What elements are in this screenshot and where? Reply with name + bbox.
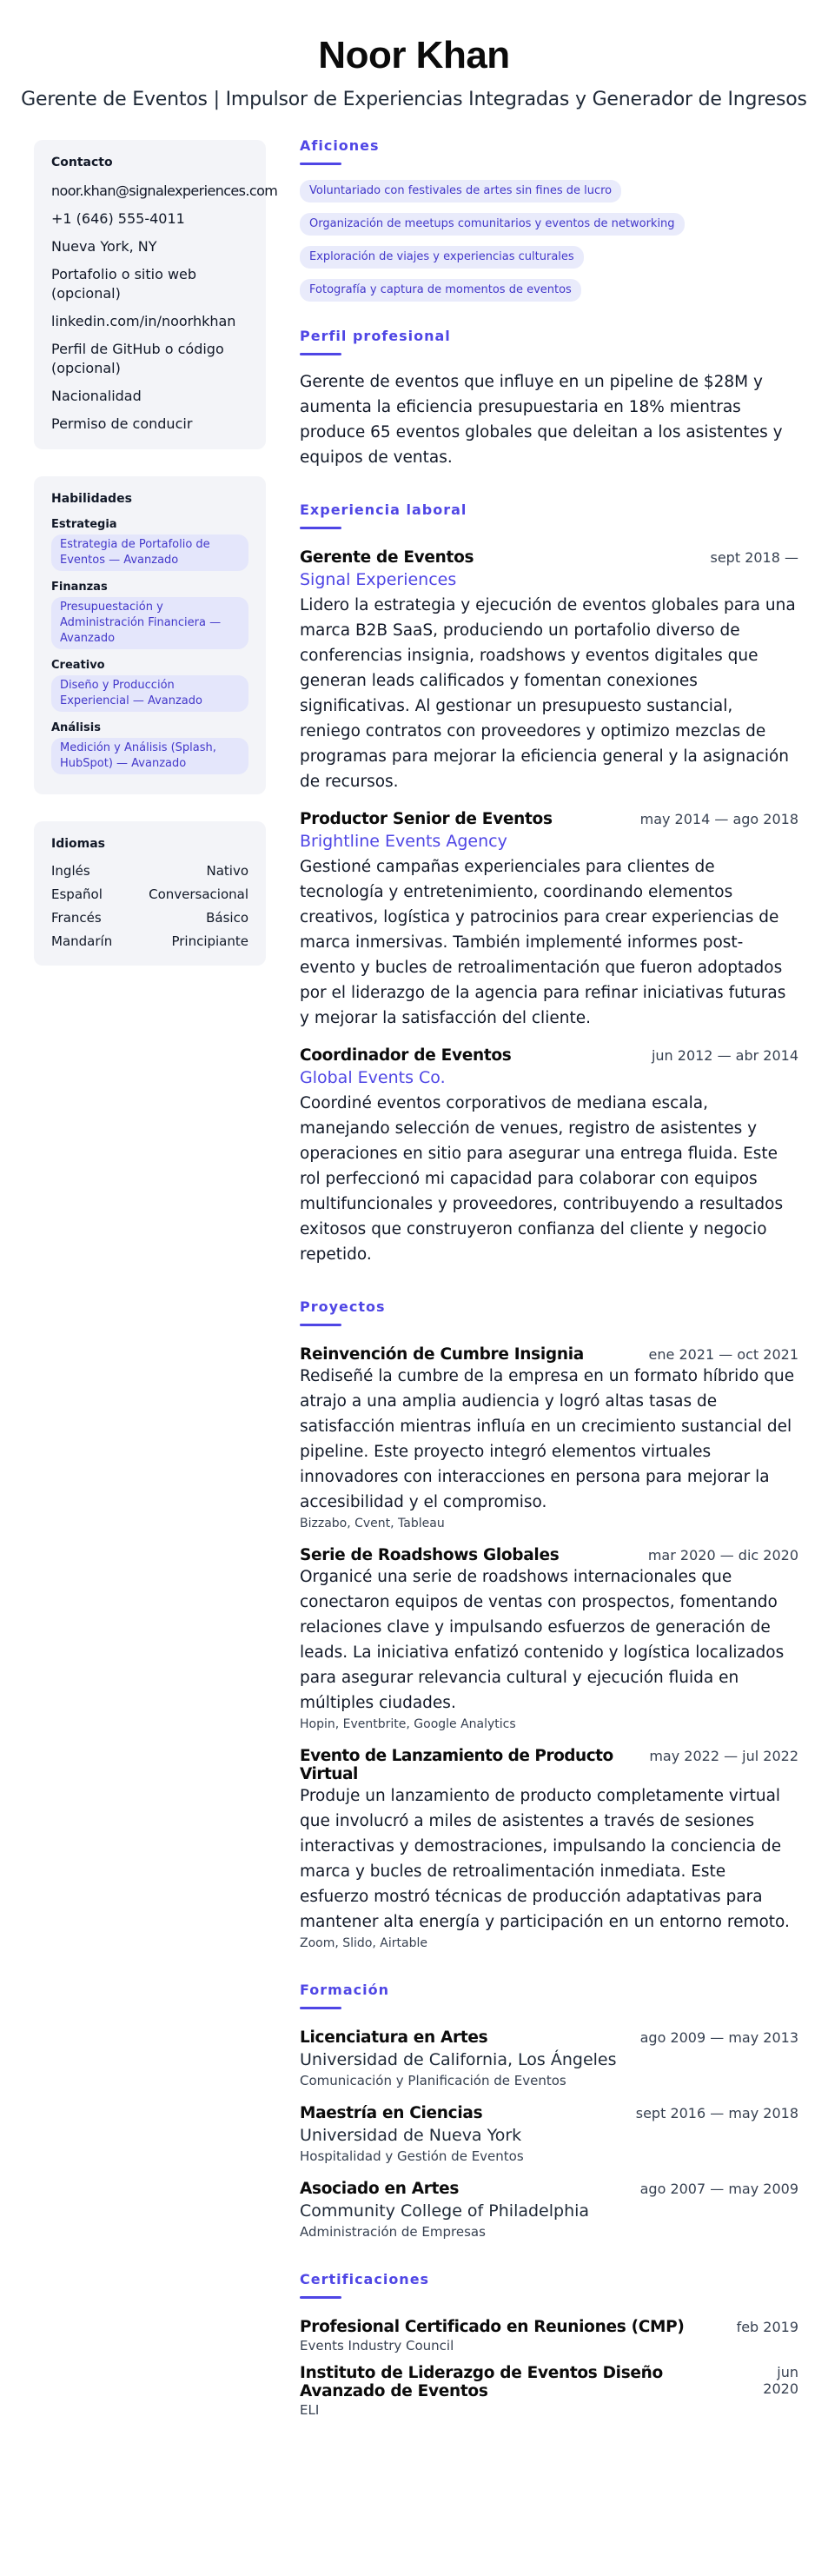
candidate-headline: Gerente de Eventos | Impulsor de Experiencias Integradas y Generador de Ingresos [21,89,807,111]
projects-title: Proyectos [300,1298,386,1315]
contact-github[interactable]: Perfil de GitHub o código (opcional) [51,341,224,376]
job-dates: sept 2018 — [710,549,798,566]
degree-dates: sept 2016 — may 2018 [635,2105,798,2121]
certification-name: Profesional Certificado en Reuniones (CMP) [300,2318,685,2336]
field-of-study: Hospitalidad y Gestión de Eventos [300,2148,524,2164]
certification-entry [300,2318,798,2354]
hobby-pill: Voluntariado con festivales de artes sin fines de lucro [300,180,621,202]
project-entry [300,1747,798,1950]
school-name: Universidad de Nueva York [300,2126,522,2145]
experience-entry [300,548,798,794]
skill-pill: Medición y Análisis (Splash, HubSpot) — Avanzado [51,738,248,774]
certification-date: feb 2019 [736,2319,798,2335]
project-name: Evento de Lanzamiento de Producto Virtual [300,1747,613,1783]
project-description: Rediseñé la cumbre de la empresa en un formato híbrido que atrajo a una amplia audiencia y logró altas tasas de satisfacción mientras influía en un crecimiento sustancial del pipeline. Este proyecto integró elementos virtuales innovadores con interacciones en persona para mejorar la accesibilidad y el compromiso. [300,1367,795,1511]
section-rule [300,163,341,165]
education-entry [300,2180,798,2240]
field-of-study: Administración de Empresas [300,2224,486,2240]
job-dates: jun 2012 — abr 2014 [651,1047,798,1064]
contact-email[interactable]: noor.khan@signalexperiences.com [51,183,278,199]
language-row [51,933,248,949]
field-of-study: Comunicación y Planificación de Eventos [300,2073,566,2088]
education-entry [300,2028,798,2088]
sidebar [34,140,278,993]
experience-entry [300,1046,798,1267]
language-name: Mandarín [51,933,113,949]
degree-dates: ago 2007 — may 2009 [639,2181,798,2197]
skill-pill: Diseño y Producción Experiencial — Avanzado [51,675,248,712]
language-name: Español [51,886,103,902]
hobbies-section [300,137,798,302]
job-company: Global Events Co. [300,1068,446,1087]
project-name: Reinvención de Cumbre Insignia [300,1345,584,1364]
skill-category: Finanzas [51,581,108,594]
section-rule [300,353,341,355]
profile-section [300,328,798,470]
contact-location: Nueva York, NY [51,238,157,255]
job-role: Productor Senior de Eventos [300,810,553,828]
job-description: Gestioné campañas experienciales para clientes de tecnología y entretenimiento, coordinando elementos creativos, logística y patrocinios para crear experiencias de marca inmersivas. También implementé informes post-evento y bucles de retroalimentación que fueron adoptados por el liderazgo de la agencia para refinar iniciativas futuras y mejorar la satisfacción del cliente. [300,858,786,1027]
school-name: Community College of Philadelphia [300,2201,590,2221]
hobby-pill: Exploración de viajes y experiencias culturales [300,246,584,269]
hobby-pill: Organización de meetups comunitarios y eventos de networking [300,213,685,236]
job-dates: may 2014 — ago 2018 [639,811,798,827]
contact-license: Permiso de conducir [51,415,193,432]
experience-title: Experiencia laboral [300,501,467,518]
experience-section [300,501,798,1267]
contact-phone[interactable]: +1 (646) 555-4011 [51,210,185,227]
section-rule [300,527,341,529]
skill-pill: Estrategia de Portafolio de Eventos — Avanzado [51,534,248,571]
certification-issuer: ELI [300,2402,320,2418]
hobbies-title: Aficiones [300,137,380,154]
projects-section [300,1298,798,1950]
education-title: Formación [300,1982,389,1998]
job-description: Coordiné eventos corporativos de mediana escala, manejando selección de venues, registro de asistentes y operaciones en sitio para asegurar una entrega fluida. Este rol perfeccionó mi capacidad para colaborar con equipos multifuncionales y proveedores, contribuyendo a resultados exitosos que construyeron confianza del cliente y negocio repetido. [300,1094,784,1264]
profile-text: Gerente de eventos que influye en un pipeline de $28M y aumenta la eficiencia presupuestaria en 18% mientras produce 65 eventos globales que deleitan a los asistentes y equipos de ventas. [300,373,783,467]
language-row [51,886,248,902]
language-level: Conversacional [149,886,248,902]
skills-card [34,476,266,794]
job-company: Brightline Events Agency [300,832,507,851]
skill-category: Creativo [51,659,105,672]
language-row [51,910,248,926]
education-entry [300,2104,798,2164]
job-company: Signal Experiences [300,570,457,589]
main-column [300,137,798,2418]
languages-title: Idiomas [51,837,106,851]
education-section [300,1982,798,2240]
job-description: Lidero la estrategia y ejecución de eventos globales para una marca B2B SaaS, produciendo un portafolio diverso de conferencias insignia, roadshows y eventos digitales que generan leads calificados y fomentan conexiones significativas. Al gestionar un presupuesto sustancial, reniego contratos con proveedores y optimizo mezclas de programas para mejorar la eficiencia general y la asignación de recursos. [300,596,796,791]
certifications-section [300,2271,798,2418]
languages-card [34,821,266,966]
profile-title: Perfil profesional [300,328,451,344]
section-rule [300,1324,341,1326]
job-role: Coordinador de Eventos [300,1046,512,1065]
language-level: Básico [206,910,248,926]
project-description: Organicé una serie de roadshows internacionales que conectaron equipos de ventas con prospectos, fomentando relaciones clave y impulsando esfuerzos de generación de leads. La iniciativa enfatizó contenido y logística localizados para asegurar relevancia cultural y ejecución fluida en múltiples ciudades. [300,1568,785,1712]
project-tools: Zoom, Slido, Airtable [300,1936,427,1950]
candidate-name: Noor Khan [318,34,510,76]
certifications-title: Certificaciones [300,2271,430,2287]
language-name: Francés [51,910,102,926]
skill-group [51,581,248,649]
language-row [51,863,248,879]
job-role: Gerente de Eventos [300,548,474,567]
project-dates: may 2022 — jul 2022 [649,1748,798,1764]
skill-group [51,659,248,712]
skill-group [51,518,248,571]
skill-group [51,721,248,774]
certification-date: jun 2020 [763,2364,798,2397]
degree-name: Asociado en Artes [300,2180,460,2198]
contact-card [34,140,278,449]
skill-category: Análisis [51,721,101,734]
skill-category: Estrategia [51,518,117,531]
resume-header [0,35,828,110]
hobby-pill: Fotografía y captura de momentos de eventos [300,279,581,302]
school-name: Universidad de California, Los Ángeles [300,2050,617,2069]
project-tools: Bizzabo, Cvent, Tableau [300,1517,445,1530]
degree-dates: ago 2009 — may 2013 [639,2029,798,2046]
contact-linkedin[interactable]: linkedin.com/in/noorhkhan [51,313,236,329]
degree-name: Licenciatura en Artes [300,2028,488,2047]
section-rule [300,2296,341,2299]
section-rule [300,2007,341,2009]
project-entry [300,1546,798,1731]
hobby-list [300,180,798,302]
certification-name: Instituto de Liderazgo de Eventos Diseño Avanzado de Eventos [300,2364,663,2400]
contact-portfolio[interactable]: Portafolio o sitio web (opcional) [51,266,197,302]
project-entry [300,1345,798,1530]
certification-issuer: Events Industry Council [300,2338,454,2354]
language-name: Inglés [51,863,90,879]
project-dates: mar 2020 — dic 2020 [647,1547,798,1564]
language-level: Nativo [206,863,248,879]
project-tools: Hopin, Eventbrite, Google Analytics [300,1717,516,1731]
certification-entry [300,2364,798,2418]
contact-nationality: Nacionalidad [51,388,142,404]
skills-title: Habilidades [51,492,132,506]
project-description: Produje un lanzamiento de producto completamente virtual que involucró a miles de asistentes a través de sesiones interactivas y demostraciones, impulsando la conciencia de marca y bucles de retroalimentación inmediata. Este esfuerzo mostró técnicas de producción adaptativas para mantener alta energía y participación en un entorno remoto. [300,1787,790,1931]
experience-entry [300,810,798,1031]
project-name: Serie de Roadshows Globales [300,1546,560,1564]
skill-pill: Presupuestación y Administración Financiera — Avanzado [51,597,248,649]
degree-name: Maestría en Ciencias [300,2104,483,2122]
contact-title: Contacto [51,156,113,169]
project-dates: ene 2021 — oct 2021 [648,1346,798,1363]
language-level: Principiante [171,933,248,949]
